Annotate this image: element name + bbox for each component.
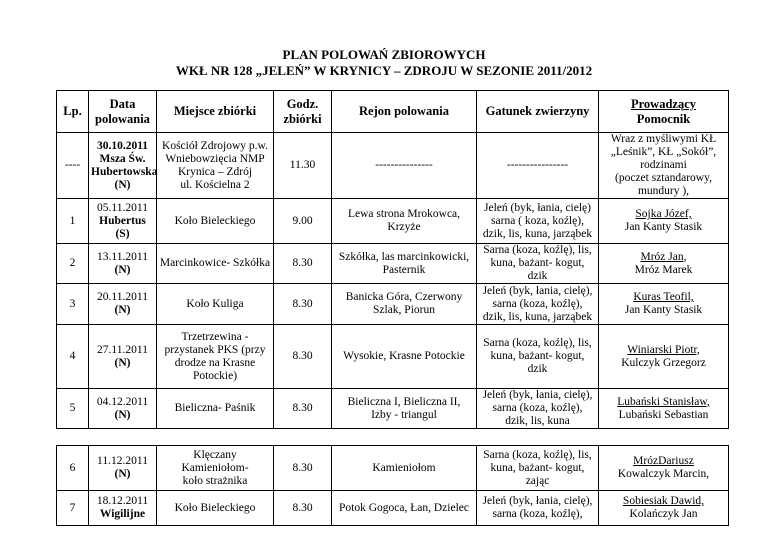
cell-lp: 3 [57,284,89,325]
place-line: Trzetrzewina - [181,330,249,343]
region-line: --------------- [375,159,433,171]
leader-line: MrózDariusz [633,455,694,467]
place-line: Kościół Zdrojowy p.w. [162,139,268,152]
species-line: Sarna (koza, koźlę), lis, [483,337,592,349]
table-row [57,446,729,491]
cell-place [157,284,274,325]
cell-species [477,389,599,429]
cell-lp: 7 [57,491,89,526]
date-line: 04.12.2011 [96,395,149,408]
header-species: Gatunek zwierzyny [477,91,599,133]
cell-species [477,199,599,244]
date-line: 11.12.2011 [97,455,148,467]
region-line: Wysokie, Krasne Potockie [343,350,465,362]
cell-date [89,446,157,491]
leader-line: Mróz Jan, [640,250,687,263]
cell-leader [599,446,729,491]
leader-line: Lubański Stanisław, [617,395,710,408]
species-line: kuna, bażant- kogut, [490,257,585,269]
table-gap [57,429,729,446]
cell-time: 8.30 [274,491,332,526]
date-line: (N) [114,408,131,421]
date-line: (N) [114,178,131,191]
header-date [89,91,157,133]
species-line: kuna, bażant- kogut, [490,350,585,362]
leader-line: Kowalczyk Marcin, [617,468,710,480]
cell-time: 8.30 [274,389,332,429]
cell-lp: 5 [57,389,89,429]
date-line: (N) [114,468,131,480]
date-line: 20.11.2011 [97,291,148,303]
leader-line: Mróz Marek [634,263,693,276]
cell-region [332,446,477,491]
species-line: dzik, lis, kuna [505,415,570,427]
header-date-line: polowania [95,111,150,126]
cell-region [332,133,477,199]
leader-line: Kulczyk Grzegorz [621,356,706,369]
table-row [57,284,729,325]
place-line: Koło Bieleckiego [174,214,256,227]
cell-time: 11.30 [274,133,332,199]
leader-line: Jan Kanty Stasik [624,221,703,233]
cell-leader [599,244,729,284]
date-line: 18.12.2011 [96,495,149,507]
header-leader [599,91,729,133]
cell-lp: ---- [57,133,89,199]
header-time-line: Godz. [286,96,319,111]
date-line: 27.11.2011 [97,343,148,356]
region-line: Izby - triangul [371,408,437,421]
cell-date [89,133,157,199]
table-row [57,491,729,526]
place-line: Potockie) [192,369,238,382]
place-line: Bieliczna- Paśnik [174,402,256,414]
species-line: Jeleń (byk, łania, cielę), [482,495,593,507]
table-row [57,389,729,429]
place-line: drodze na Krasne [174,356,256,369]
cell-place [157,446,274,491]
hunting-plan-table [56,90,729,526]
cell-place [157,389,274,429]
species-line: zając [525,474,550,487]
cell-date [89,491,157,526]
date-line: 05.11.2011 [97,201,148,214]
cell-date [89,244,157,284]
species-line: dzik, lis, kuna, jarząbek [482,227,593,240]
cell-date [89,199,157,244]
cell-region [332,491,477,526]
cell-region [332,325,477,389]
species-line: sarna (koza, koźlę), [492,508,583,520]
document-subtitle: WKŁ NR 128 „JELEŃ” W KRYNICY – ZDROJU W SEZONIE 2011/2012 [175,63,593,78]
cell-region [332,284,477,325]
cell-lp: 1 [57,199,89,244]
place-line: przystanek PKS (przy [164,343,266,356]
leader-line: (poczet sztandarowy, [615,172,712,184]
cell-date [89,325,157,389]
header-region: Rejon polowania [332,91,477,133]
species-line: kuna, bażant- kogut, [490,461,585,474]
cell-time: 9.00 [274,199,332,244]
table-row [57,199,729,244]
cell-lp: 6 [57,446,89,491]
cell-place [157,244,274,284]
table-row [57,133,729,199]
species-line: sarna ( koza, koźlę), [491,214,584,227]
date-line: 13.11.2011 [97,250,148,263]
place-line: koło strażnika [182,474,248,487]
species-line: Sarna (koza, koźlę), lis, [483,448,592,461]
cell-place [157,325,274,389]
place-line: Klęczany Kamieniołom- [181,448,249,474]
cell-time: 8.30 [274,244,332,284]
species-line: ---------------- [506,159,569,171]
species-line: dzik [527,363,548,375]
header-date-line: Data [109,96,136,111]
place-line: ul. Kościelna 2 [180,178,250,191]
region-line: Kamieniołom [372,461,436,474]
cell-leader [599,389,729,429]
cell-date [89,389,157,429]
cell-leader [599,325,729,389]
date-line: (N) [114,304,131,316]
cell-time: 8.30 [274,446,332,491]
cell-leader [599,284,729,325]
leader-line: Lubański Sebastian [618,408,709,421]
cell-lp: 2 [57,244,89,284]
species-line: dzik [527,270,548,282]
species-line: Sarna (koza, koźlę), lis, [483,244,592,256]
cell-species [477,244,599,284]
gap-cell [57,429,729,446]
species-line: dzik, lis, kuna, jarząbek [482,310,593,323]
header-helper-line: Pomocnik [636,111,691,126]
place-line: Krynica – Zdrój [177,165,253,178]
cell-leader [599,199,729,244]
cell-region [332,389,477,429]
region-line: Banicka Góra, Czerwony [345,291,463,303]
cell-species [477,446,599,491]
region-line: Potok Gogoca, Łan, Dzielec [339,501,469,514]
leader-line: Kuras Teofil, [633,291,694,303]
species-line: Jeleń (byk, łania, cielę), [482,284,593,297]
header-lp: Lp. [57,91,89,133]
cell-time: 8.30 [274,284,332,325]
place-line: Koło Bieleckiego [174,501,256,514]
table-row [57,244,729,284]
date-line: 30.10.2011 [96,139,149,152]
document-title: PLAN POLOWAŃ ZBIOROWYCH [282,47,486,62]
date-line: Msza Św. [99,152,146,165]
header-leader-line: Prowadzący [630,96,697,111]
header-row [57,91,729,133]
region-line: Szlak, Piorun [373,304,435,316]
cell-leader [599,133,729,199]
date-line: (N) [114,263,131,276]
leader-line: „Leśnik”, KŁ „Sokół”, [610,146,717,158]
region-line: Lewa strona Mrokowca, [347,208,461,220]
date-line: Hubertus [99,214,146,227]
cell-place [157,199,274,244]
region-line: Bieliczna I, Bieliczna II, [347,395,461,408]
cell-species [477,325,599,389]
header-time-line: zbiórki [283,111,322,126]
species-line: sarna (koza, koźlę), [492,297,583,310]
place-line: Wniebowzięcia NMP [165,152,265,165]
cell-date [89,284,157,325]
place-line: Koło Kuliga [186,297,244,310]
leader-line: Wraz z myśliwymi KŁ [610,133,717,145]
leader-line: rodzinami [640,159,687,171]
region-line: Krzyże [387,221,421,233]
cell-place [157,133,274,199]
cell-region [332,244,477,284]
date-line: (N) [114,356,131,369]
leader-line: Kolańczyk Jan [629,508,698,520]
date-line: Hubertowska [91,165,158,178]
leader-line: Winiarski Piotr, [627,343,700,356]
cell-time: 8.30 [274,325,332,389]
species-line: Jeleń (byk, łania, cielę), [482,389,593,401]
table-row [57,325,729,389]
region-line: Szkółka, las marcinkowicki, [338,250,470,263]
cell-region [332,199,477,244]
cell-leader [599,491,729,526]
header-time [274,91,332,133]
cell-lp: 4 [57,325,89,389]
region-line: Pasternik [382,263,426,276]
species-line: Jeleń (byk, łania, cielę) [484,201,591,214]
date-line: (S) [115,227,130,240]
leader-line: Jan Kanty Stasik [624,304,703,316]
leader-line: Sojka Józef, [635,208,692,220]
cell-species [477,133,599,199]
species-line: sarna (koza, koźlę), [492,402,583,414]
cell-species [477,491,599,526]
cell-place [157,491,274,526]
cell-species [477,284,599,325]
date-line: Wigilijne [99,508,146,520]
place-line: Marcinkowice- Szkółka [159,257,271,269]
leader-line: Sobiesiak Dawid, [622,495,705,507]
leader-line: mundury ), [637,185,690,197]
header-place: Miejsce zbiórki [157,91,274,133]
